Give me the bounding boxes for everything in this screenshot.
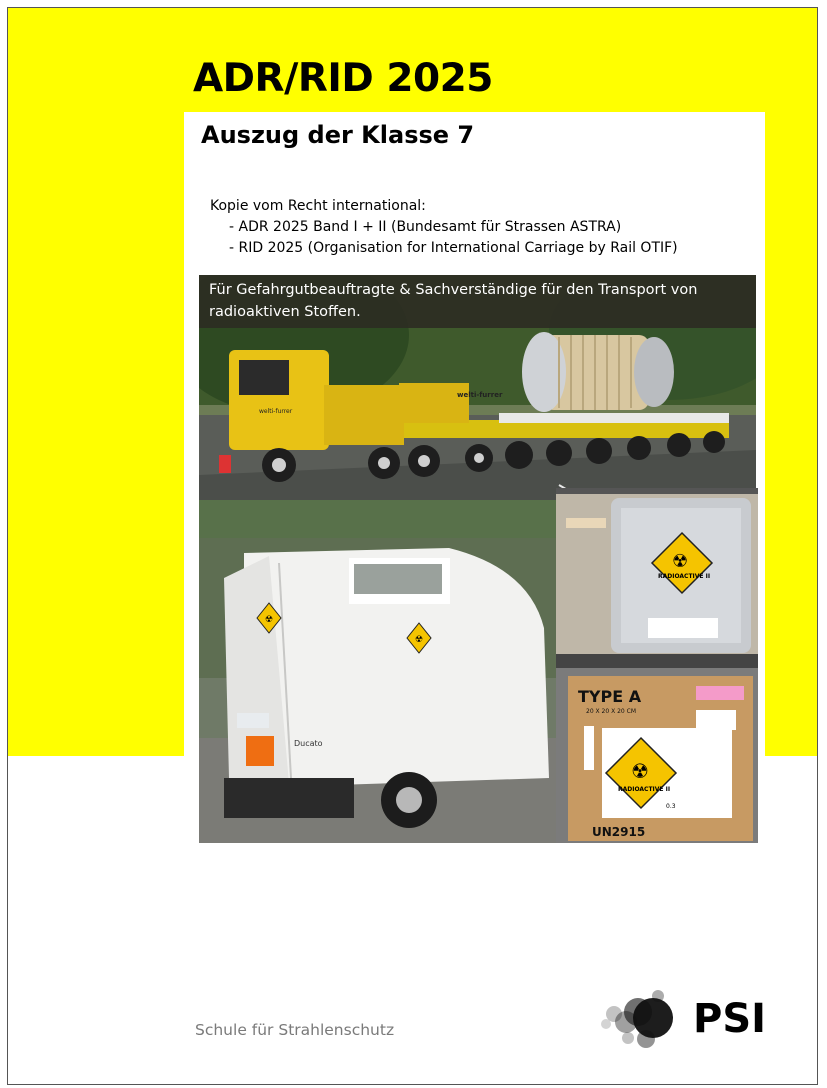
box-label-text: RADIOACTIVE II [618,786,671,793]
school-name: Schule für Strahlenschutz [195,1021,395,1039]
drum-photo [556,488,758,668]
drum-label-text: RADIOACTIVE II [658,573,711,580]
psi-logo-text: PSI [693,996,767,1042]
svg-text:☢: ☢ [672,551,689,572]
box-dims-text: 20 X 20 X 20 CM [586,708,637,715]
page-subtitle: Auszug der Klasse 7 [201,121,475,149]
source-item-adr: - ADR 2025 Band I + II (Bundesamt für Strassen ASTRA) [229,219,622,235]
box-un-number-text: UN2915 [592,825,646,839]
source-reference [210,196,678,259]
van-photo [199,538,556,843]
van-model-text: Ducato [294,739,323,748]
cab-company-text: welti-furrer [259,408,293,415]
box-index-text: 0.3 [666,803,676,810]
audience-caption [199,275,756,328]
source-intro: Kopie vom Recht international: [210,198,426,214]
caption-line-1: Für Gefahrgutbeauftragte & Sachverständige für den Transport von [209,282,698,298]
box-photo [556,668,758,843]
source-item-rid: - RID 2025 (Organisation for International Carriage by Rail OTIF) [229,240,678,256]
particle-swirl-icon [601,990,673,1048]
svg-text:☢: ☢ [415,635,424,645]
trailer-company-text: welti-furrer [457,391,503,399]
svg-text:☢: ☢ [265,615,274,625]
svg-text:☢: ☢ [631,759,649,783]
caption-line-2: radioaktiven Stoffen. [209,304,361,320]
page-title: ADR/RID 2025 [193,56,493,101]
box-heading-text: TYPE A [578,687,642,706]
psi-logo [598,984,778,1056]
